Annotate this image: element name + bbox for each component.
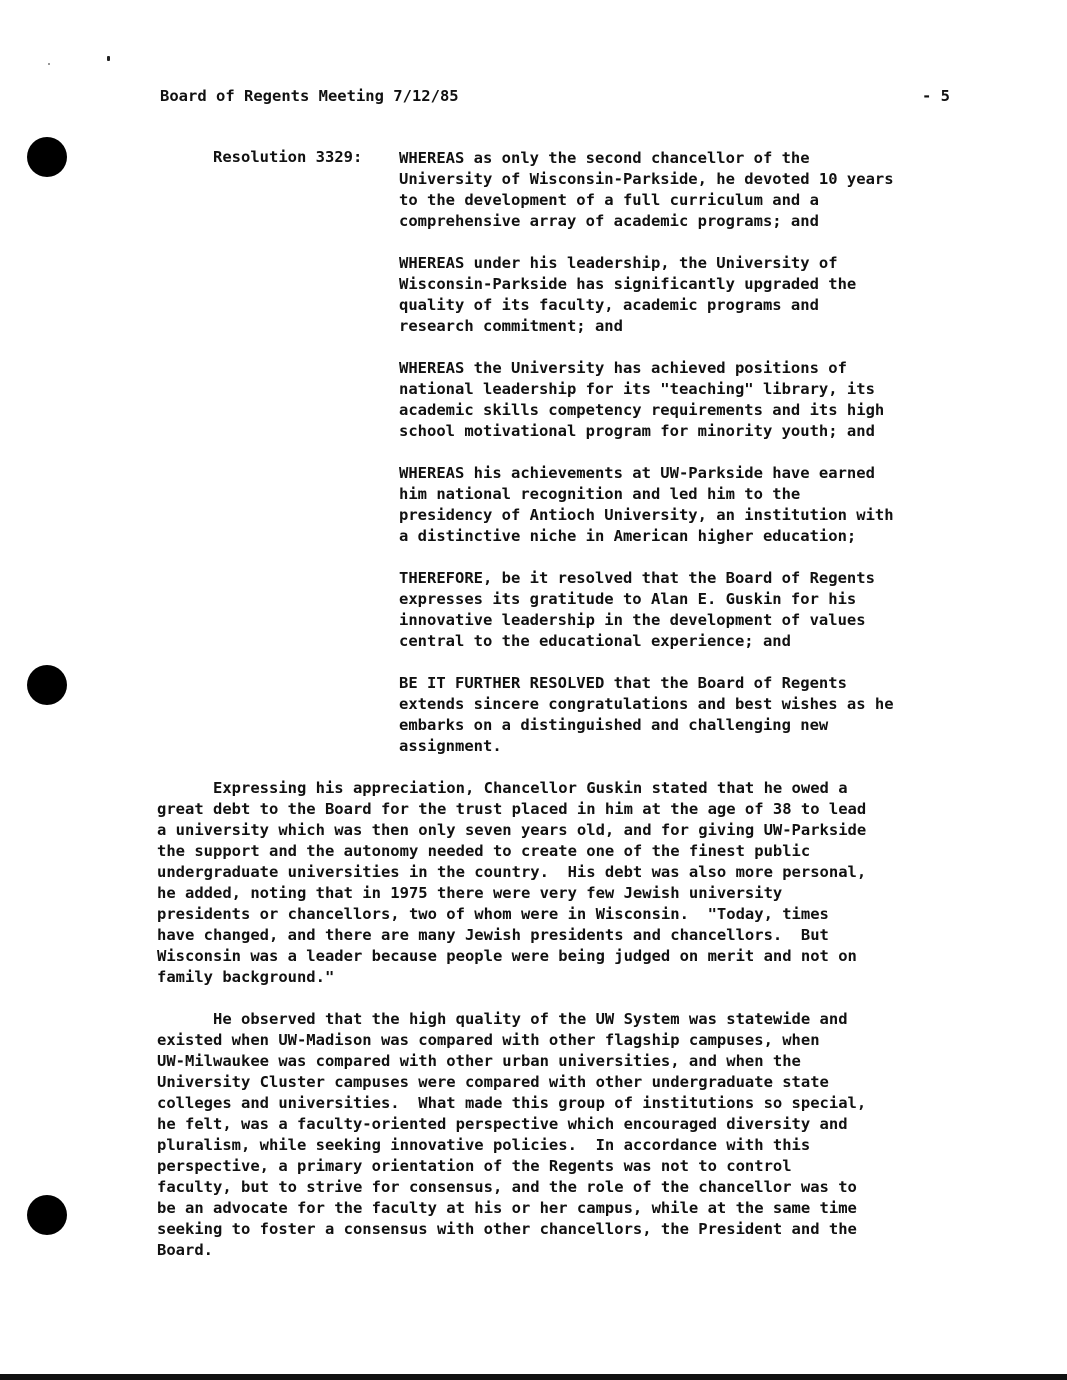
body-paragraph-2: He observed that the high quality of the UW System was statewide and existed when UW-Madison was compared with other flagship campuses, when UW-Milwaukee was compared with other urban universities, and when the University Cluster campuses were compared with other undergraduate state colleges and universities. What made this group of institutions so special, he felt, was a faculty-oriented perspective which encouraged diversity and pluralism, while seeking innovative policies. In accordance with this perspective, a primary orientation of the Regents was not to control faculty, but to strive for consensus, and the role of the chancellor was to be an advocate for the faculty at his or her campus, while at the same time seeking to foster a consensus with other chancellors, the President and the Board.: [157, 1010, 867, 1259]
body-text: [157, 778, 957, 1282]
resolution-further-resolved: BE IT FURTHER RESOLVED that the Board of Regents extends sincere congratulations and best wishes as he embarks on a distinguished and challenging new assignment.: [399, 674, 894, 755]
punch-hole-top: [27, 137, 67, 177]
resolution-whereas-2: WHEREAS under his leadership, the University of Wisconsin-Parkside has significantly upgraded the quality of its faculty, academic programs and research commitment; and: [399, 254, 857, 335]
scan-bottom-edge: [0, 1374, 1067, 1380]
resolution-label: Resolution 3329:: [213, 148, 363, 166]
scan-speck: [107, 56, 110, 61]
resolution-whereas-4: WHEREAS his achievements at UW-Parkside have earned him national recognition and led him to the presidency of Antioch University, an institution with a distinctive niche in American higher education;: [399, 464, 894, 545]
body-paragraph-1: Expressing his appreciation, Chancellor Guskin stated that he owed a great debt to the Board for the trust placed in him at the age of 38 to lead a university which was then only seven years old, and for giving UW-Parkside the support and the autonomy needed to create one of the finest public undergraduate universities in the country. His debt was also more personal, he added, noting that in 1975 there were very few Jewish university presidents or chancellors, two of whom were in Wisconsin. "Today, times have changed, and there are many Jewish presidents and chancellors. But Wisconsin was a leader because people were being judged on merit and not on family background.": [157, 779, 867, 986]
page-header: [160, 87, 950, 109]
resolution-text: [399, 148, 959, 778]
punch-hole-bottom: [27, 1195, 67, 1235]
resolution-whereas-1: WHEREAS as only the second chancellor of the University of Wisconsin-Parkside, he devoted 10 years to the development of a full curriculum and a comprehensive array of academic programs; and: [399, 149, 894, 230]
scan-speck: [48, 63, 50, 65]
header-title: Board of Regents Meeting 7/12/85: [160, 87, 459, 105]
page-number: - 5: [922, 87, 950, 105]
resolution-whereas-3: WHEREAS the University has achieved positions of national leadership for its "teaching" library, its academic skills competency requirements and its high school motivational program for minority youth; and: [399, 359, 885, 440]
punch-hole-middle: [27, 665, 67, 705]
resolution-therefore: THEREFORE, be it resolved that the Board of Regents expresses its gratitude to Alan E. Guskin for his innovative leadership in the development of values central to the educational experience; and: [399, 569, 875, 650]
